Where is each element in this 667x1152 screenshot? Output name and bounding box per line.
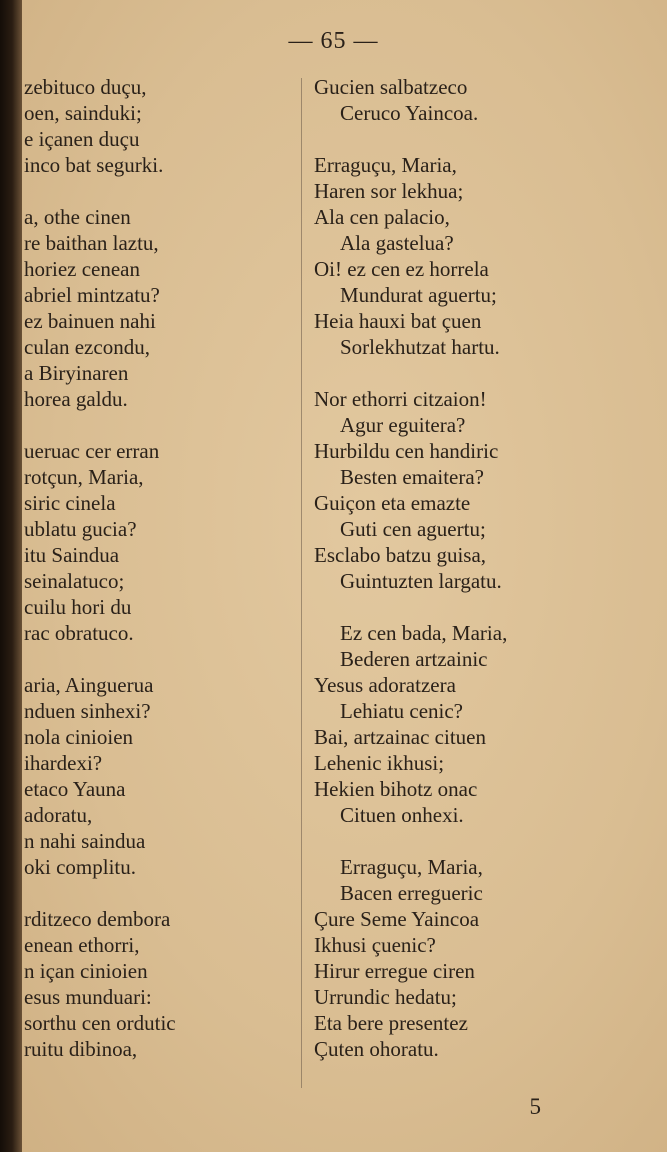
verse-line: Urrundic hedatu; [314,985,457,1009]
verse-line: Hurbildu cen handiric [314,439,499,463]
verse-line: aria, Ainguerua [24,673,154,697]
page-binding-edge [0,0,22,1152]
verse-line: a, othe cinen [24,205,131,229]
verse-line: horea galdu. [24,387,128,411]
verse-line: inco bat segurki. [24,153,164,177]
verse-line: Hekien bihotz onac [314,777,478,801]
verse-line: nduen sinhexi? [24,699,151,723]
right-column [314,74,664,1062]
verse-line: etaco Yauna [24,777,126,801]
verse-line: esus munduari: [24,985,152,1009]
stanza [24,906,294,1062]
verse-line: Yesus adoratzera [314,673,456,697]
verse-line: Ceruco Yaincoa. [340,101,479,125]
verse-line: cuilu hori du [24,595,132,619]
verse-line: rac obratuco. [24,621,134,645]
stanza [314,854,664,1062]
verse-line: Lehiatu cenic? [340,699,464,723]
verse-line: nola cinioien [24,725,134,749]
stanza [24,74,294,178]
left-column [24,74,294,1062]
verse-line: Oi! ez cen ez horrela [314,257,489,281]
verse-line: Heia hauxi bat çuen [314,309,482,333]
verse-line: Erraguçu, Maria, [314,153,457,177]
verse-line: rditzeco dembora [24,907,171,931]
verse-line: Guiçon eta emazte [314,491,471,515]
verse-line: Guintuzten largatu. [340,569,502,593]
signature-mark: 5 [529,1094,541,1119]
verse-line: itu Saindua [24,543,120,567]
verse-line: ueruac cer erran [24,439,160,463]
verse-line: re baithan laztu, [24,231,159,255]
verse-line: Ez cen bada, Maria, [340,621,508,645]
stanza [24,204,294,412]
verse-line: Erraguçu, Maria, [340,855,483,879]
stanza [314,152,664,360]
verse-line: e içanen duçu [24,127,140,151]
verse-line: Ala cen palacio, [314,205,450,229]
verse-line: Lehenic ikhusi; [314,751,445,775]
verse-line: zebituco duçu, [24,75,147,99]
verse-line: ublatu gucia? [24,517,137,541]
verse-line: Hirur erregue ciren [314,959,475,983]
verse-line: Agur eguitera? [340,413,466,437]
verse-line: Eta bere presentez [314,1011,468,1035]
verse-line: Ikhusi çuenic? [314,933,436,957]
verse-line: ihardexi? [24,751,103,775]
verse-line: oki complitu. [24,855,136,879]
verse-line: culan ezcondu, [24,335,150,359]
verse-line: Gucien salbatzeco [314,75,468,99]
verse-line: enean ethorri, [24,933,140,957]
stanza [314,620,664,828]
stanza [24,672,294,880]
verse-line: ruitu dibinoa, [24,1037,138,1061]
verse-line: Bai, artzainac cituen [314,725,486,749]
verse-line: sorthu cen ordutic [24,1011,176,1035]
verse-line: siric cinela [24,491,116,515]
verse-line: Çure Seme Yaincoa [314,907,480,931]
verse-line: Sorlekhutzat hartu. [340,335,500,359]
verse-line: Bederen artzainic [340,647,488,671]
verse-line: abriel mintzatu? [24,283,160,307]
verse-line: Bacen erregueric [340,881,483,905]
page-number-header: — 65 — [288,28,379,54]
verse-line: Esclabo batzu guisa, [314,543,487,567]
verse-line: rotçun, Maria, [24,465,144,489]
verse-line: Çuten ohoratu. [314,1037,439,1061]
verse-line: a Biryinaren [24,361,129,385]
stanza [314,74,664,126]
verse-line: seinalatuco; [24,569,125,593]
verse-line: Cituen onhexi. [340,803,464,827]
verse-line: Haren sor lekhua; [314,179,464,203]
verse-line: Besten emaitera? [340,465,485,489]
column-divider [301,78,302,1088]
verse-line: horiez cenean [24,257,141,281]
verse-line: Ala gastelua? [340,231,454,255]
verse-line: n nahi saindua [24,829,146,853]
verse-line: adoratu, [24,803,93,827]
stanza [314,386,664,594]
stanza [24,438,294,646]
verse-line: oen, sainduki; [24,101,142,125]
verse-line: Guti cen aguertu; [340,517,486,541]
verse-line: Mundurat aguertu; [340,283,497,307]
verse-line: ez bainuen nahi [24,309,156,333]
verse-line: n içan cinioien [24,959,148,983]
verse-line: Nor ethorri citzaion! [314,387,487,411]
